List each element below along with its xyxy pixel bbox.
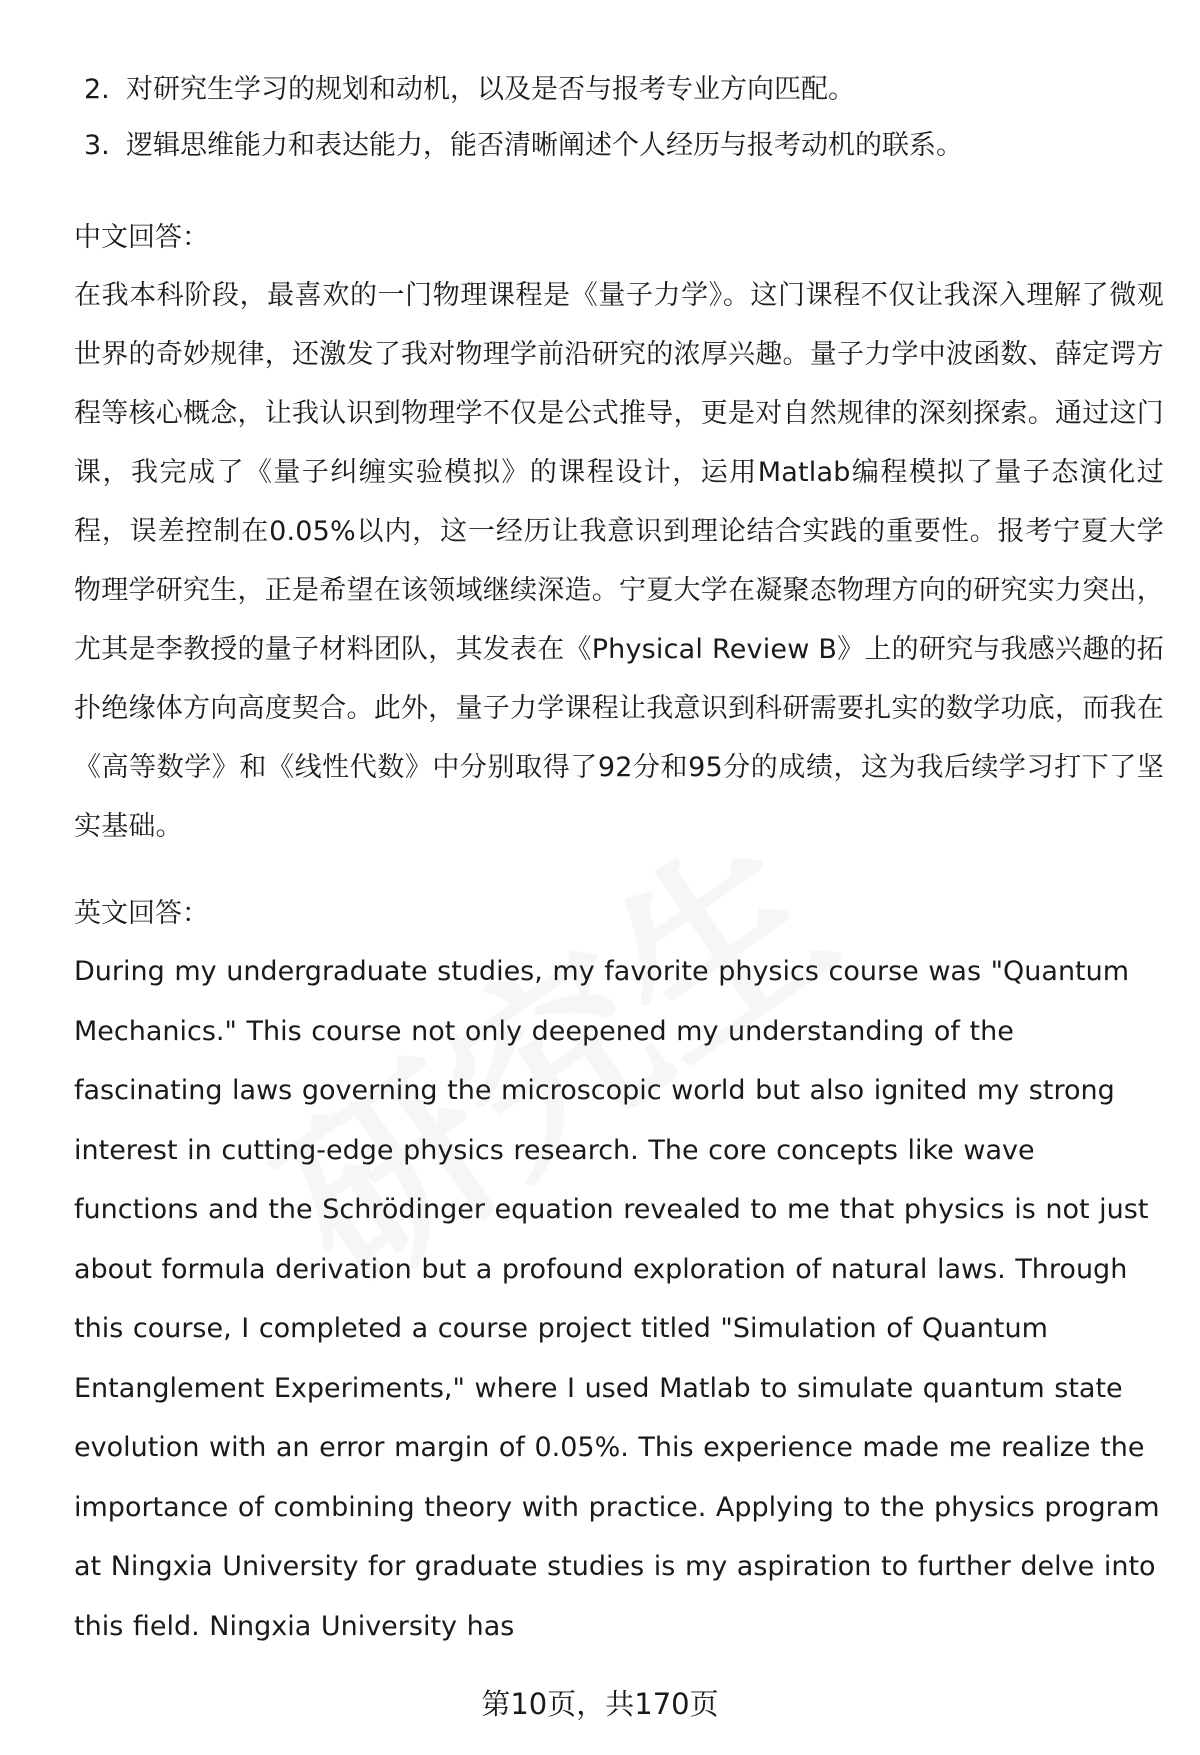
chinese-answer-label: 中文回答： bbox=[74, 222, 209, 253]
page-number: 第10页，共170页 bbox=[481, 1687, 719, 1721]
criteria-text: 对研究生学习的规划和动机，以及是否与报考专业方向匹配。 bbox=[126, 74, 855, 105]
page-content bbox=[74, 62, 1164, 1656]
criteria-item bbox=[74, 62, 1164, 118]
english-answer-text: During my undergraduate studies, my favorite physics course was "Quantum Mechanics." This course not only deepened my understanding of the fascinating laws governing the microscopic world but also ignited my strong interest in cutting-edge physics research. The core concepts like wave functions and the Schrödinger equation revealed to me that physics is not just about formula derivation but a profound exploration of natural laws. Through this course, I completed a course project titled "Simulation of Quantum Entanglement Experiments," where I used Matlab to simulate quantum state evolution with an error margin of 0.05%. This experience made me realize the importance of combining theory with practice. Applying to the physics program at Ningxia University for graduate studies is my aspiration to further delve into this field. Ningxia University has bbox=[74, 956, 1160, 1642]
chinese-answer-text: 在我本科阶段，最喜欢的一门物理课程是《量子力学》。这门课程不仅让我深入理解了微观世界的奇妙规律，还激发了我对物理学前沿研究的浓厚兴趣。量子力学中波函数、薛定谔方程等核心概念，让我认识到物理学不仅是公式推导，更是对自然规律的深刻探索。通过这门课，我完成了《量子纠缠实验模拟》的课程设计，运用Matlab编程模拟了量子态演化过程，误差控制在0.05%以内，这一经历让我意识到理论结合实践的重要性。报考宁夏大学物理学研究生，正是希望在该领域继续深造。宁夏大学在凝聚态物理方向的研究实力突出，尤其是李教授的量子材料团队，其发表在《Physical Review B》上的研究与我感兴趣的拓扑绝缘体方向高度契合。此外，量子力学课程让我意识到科研需要扎实的数学功底，而我在《高等数学》和《线性代数》中分别取得了92分和95分的成绩，这为我后续学习打下了坚实基础。 bbox=[74, 280, 1164, 842]
criteria-number: 3. bbox=[84, 130, 110, 161]
criteria-item bbox=[74, 118, 1164, 174]
english-answer-label: 英文回答： bbox=[74, 898, 209, 929]
criteria-text: 逻辑思维能力和表达能力，能否清晰阐述个人经历与报考动机的联系。 bbox=[126, 130, 963, 161]
criteria-list bbox=[74, 62, 1164, 174]
criteria-number: 2. bbox=[84, 74, 110, 105]
